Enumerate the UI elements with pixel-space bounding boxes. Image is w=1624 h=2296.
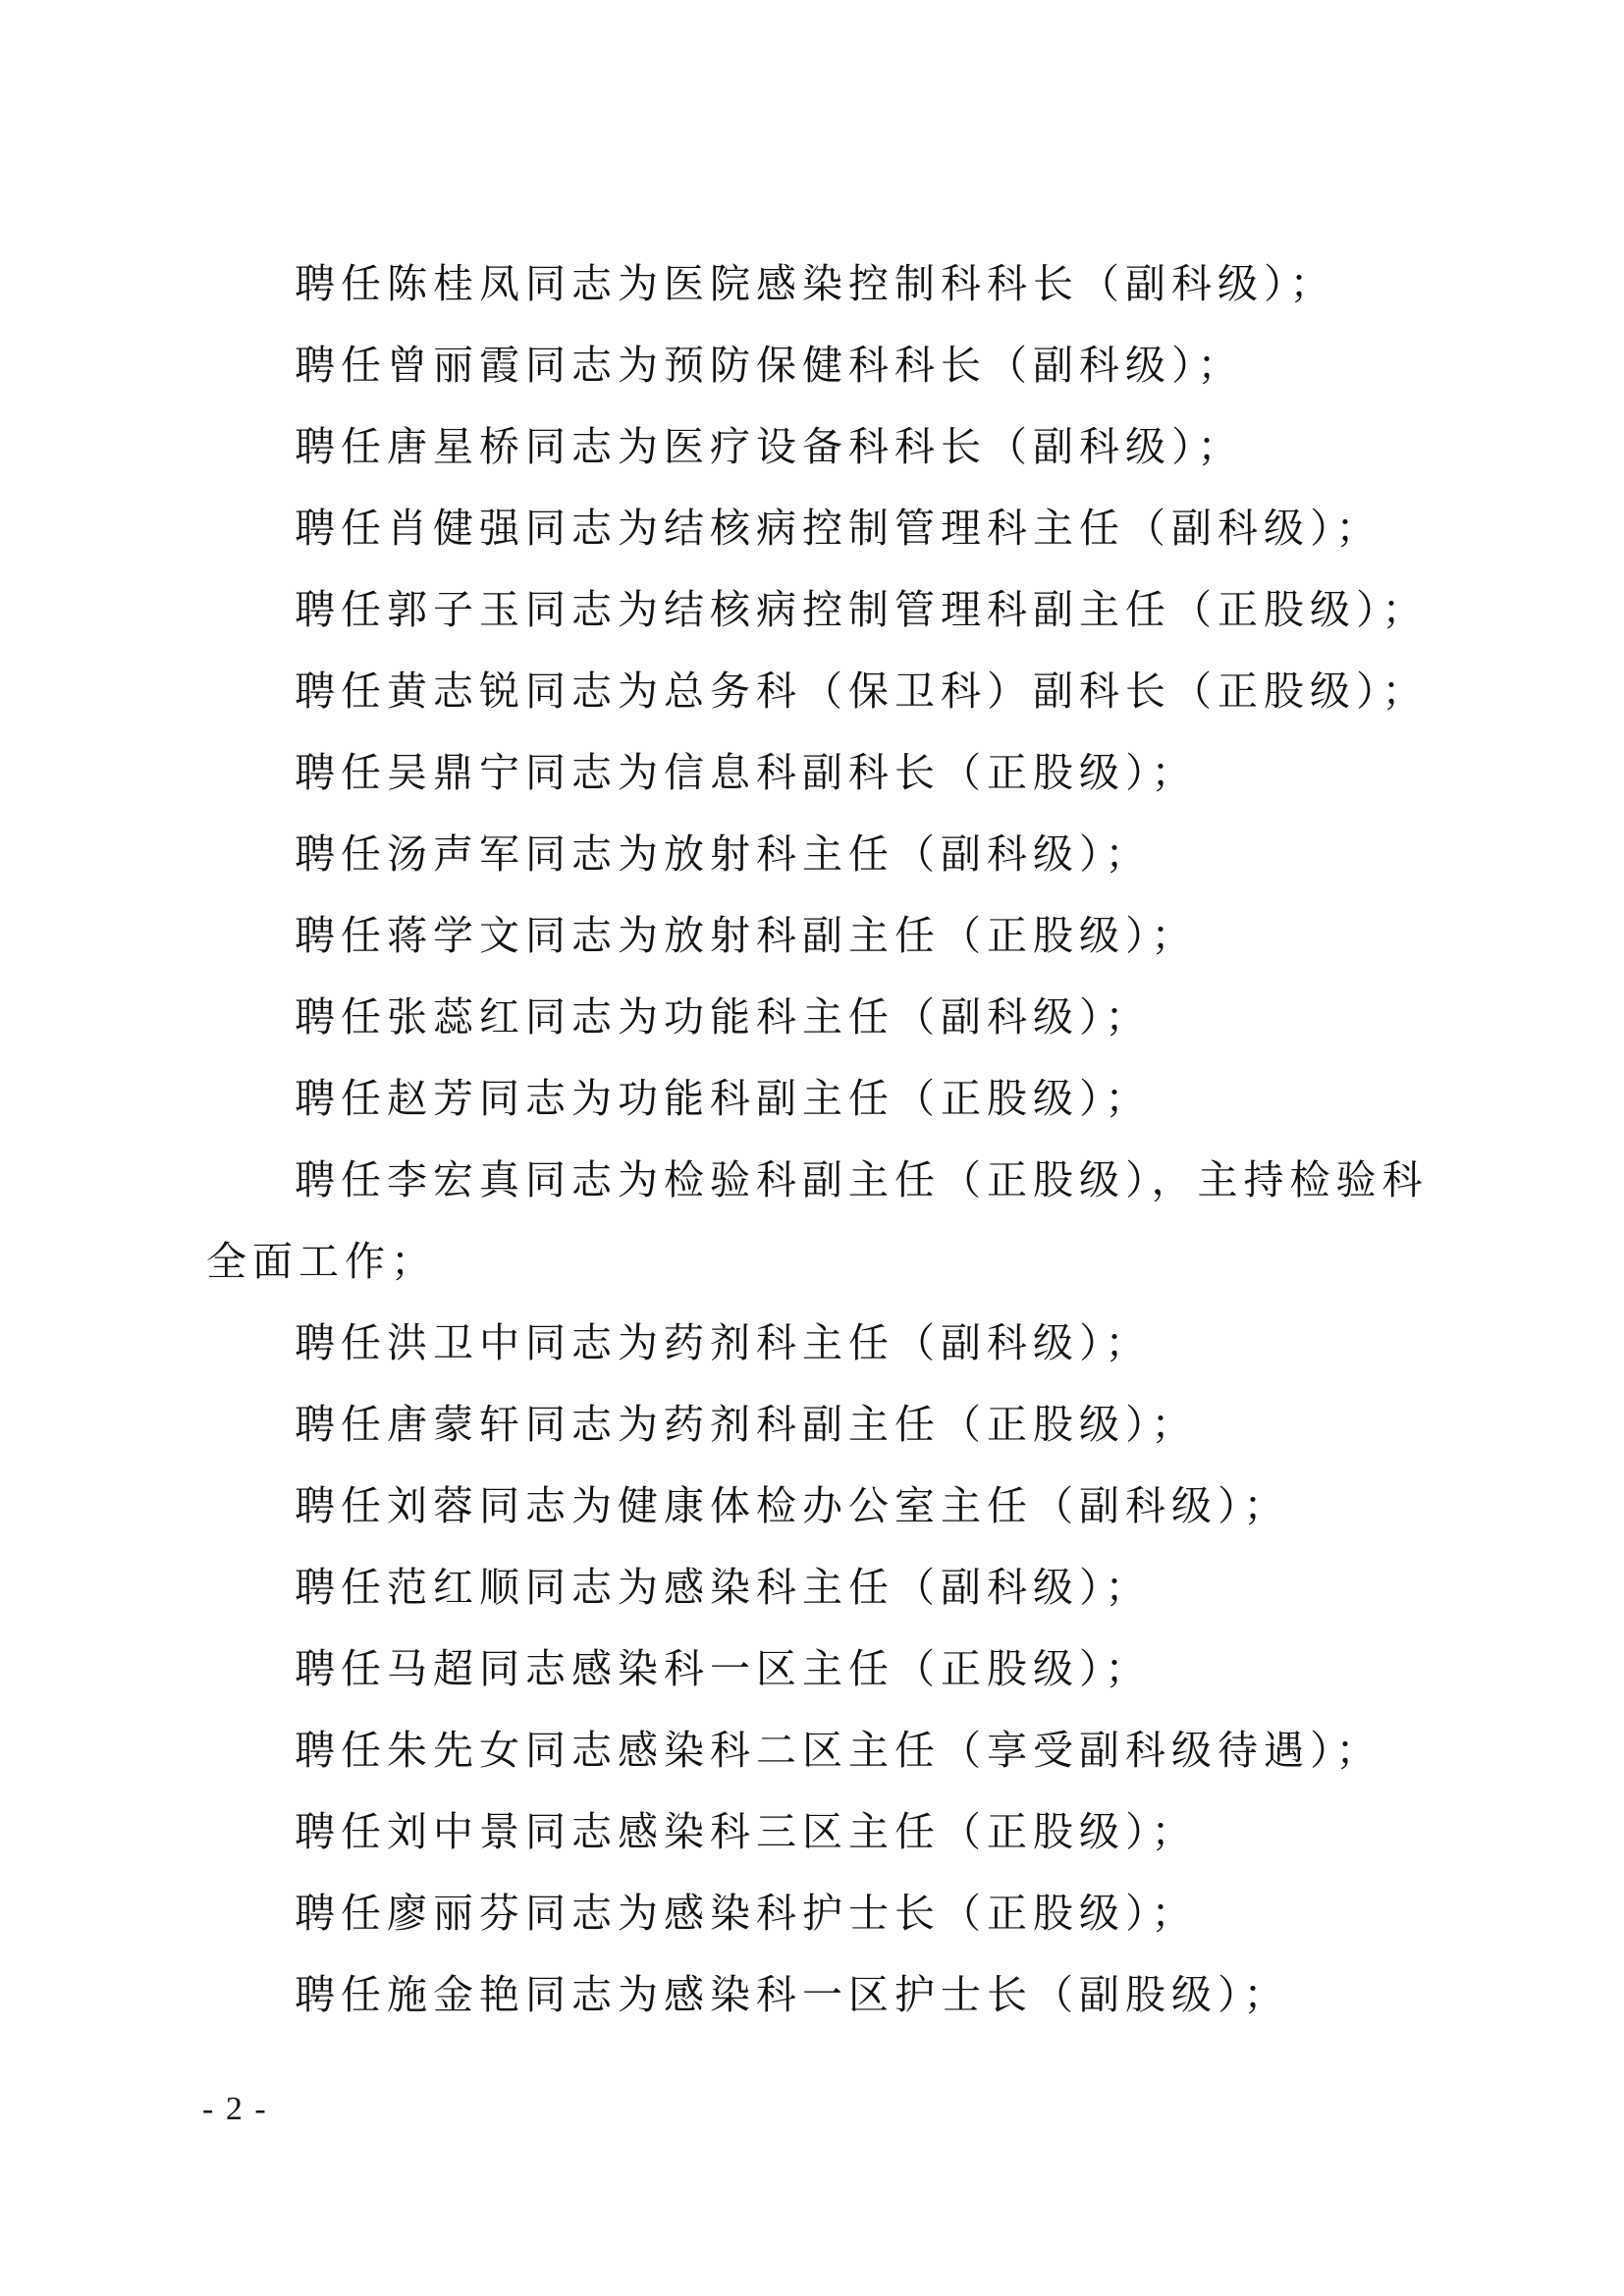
appointment-paragraph: 聘任马超同志感染科一区主任（正股级）； <box>295 1645 1152 1692</box>
document-body <box>206 243 1453 2036</box>
page-number: - 2 - <box>202 2091 268 2127</box>
appointment-paragraph: 聘任肖健强同志为结核病控制管理科主任（副科级）； <box>295 505 1382 552</box>
appointment-paragraph: 聘任蒋学文同志为放射科副主任（正股级）； <box>295 912 1198 959</box>
appointment-paragraph: 聘任吴鼎宁同志为信息科副科长（正股级）； <box>295 749 1198 796</box>
appointment-paragraph: 聘任黄志锐同志为总务科（保卫科）副科长（正股级）； <box>295 667 1429 715</box>
appointment-paragraph: 聘任唐星桥同志为医疗设备科科长（副科级）； <box>295 423 1244 470</box>
appointment-paragraph: 聘任廖丽芬同志为感染科护士长（正股级）； <box>295 1890 1198 1937</box>
appointment-paragraph: 聘任赵芳同志为功能科副主任（正股级）； <box>295 1075 1152 1122</box>
appointment-paragraph: 聘任汤声军同志为放射科主任（副科级）； <box>295 830 1152 878</box>
appointment-paragraph: 聘任刘蓉同志为健康体检办公室主任（副科级）； <box>295 1482 1290 1529</box>
appointment-paragraph: 聘任李宏真同志为检验科副主任（正股级），主持检验科全面工作； <box>206 1156 1429 1285</box>
appointment-paragraph: 聘任朱先女同志感染科二区主任（享受副科级待遇）； <box>295 1727 1382 1774</box>
appointment-paragraph: 聘任洪卫中同志为药剂科主任（副科级）； <box>295 1319 1152 1366</box>
appointment-paragraph: 聘任刘中景同志感染科三区主任（正股级）； <box>295 1808 1198 1855</box>
appointment-paragraph: 聘任陈桂凤同志为医院感染控制科科长（副科级）； <box>295 260 1336 307</box>
appointment-paragraph: 聘任范红顺同志为感染科主任（副科级）； <box>295 1564 1152 1611</box>
appointment-paragraph: 聘任施金艳同志为感染科一区护士长（副股级）； <box>295 1971 1290 2018</box>
appointment-paragraph: 聘任郭子玉同志为结核病控制管理科副主任（正股级）； <box>295 586 1429 633</box>
appointment-paragraph: 聘任曾丽霞同志为预防保健科科长（副科级）； <box>295 342 1244 389</box>
appointment-paragraph: 聘任唐蒙轩同志为药剂科副主任（正股级）； <box>295 1401 1198 1448</box>
appointment-paragraph: 聘任张蕊红同志为功能科主任（副科级）； <box>295 993 1152 1041</box>
